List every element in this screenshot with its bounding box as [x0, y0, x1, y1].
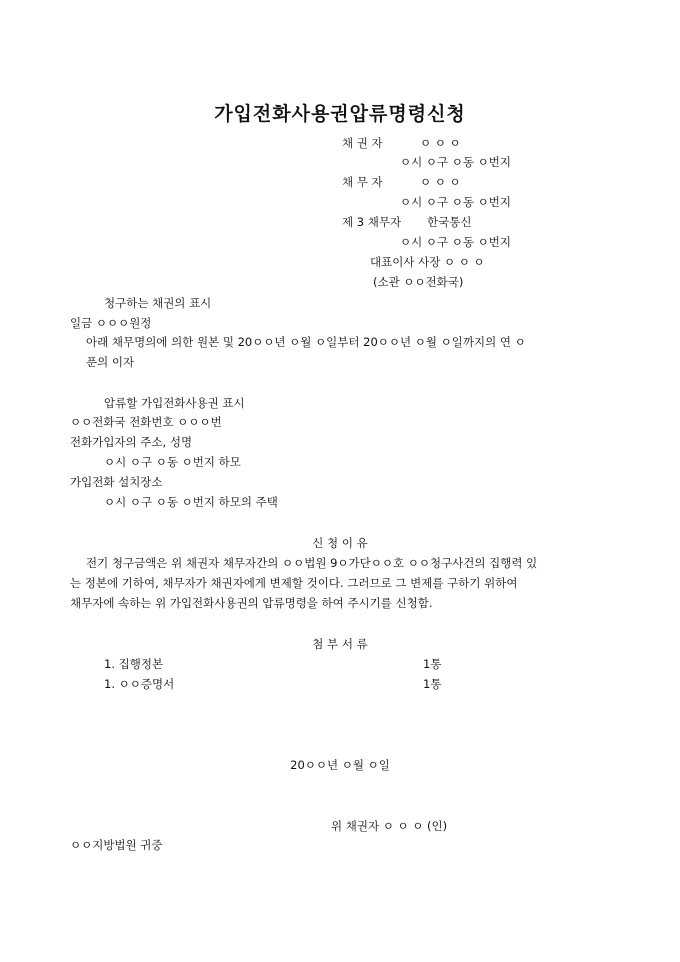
third-debtor-name: 한국통신 — [427, 215, 472, 229]
creditor-name: ㅇ ㅇ ㅇ — [420, 136, 461, 150]
third-debtor-address: ㅇ시 ㅇ구 ㅇ동 ㅇ번지 — [400, 235, 511, 249]
creditor-address: ㅇ시 ㅇ구 ㅇ동 ㅇ번지 — [400, 155, 511, 169]
debtor-address: ㅇ시 ㅇ구 ㅇ동 ㅇ번지 — [400, 195, 511, 209]
debtor-name: ㅇ ㅇ ㅇ — [420, 175, 461, 189]
seizure-line3: ㅇ시 ㅇ구 ㅇ동 ㅇ번지 하모 — [104, 455, 241, 469]
creditor-label: 채 권 자 — [342, 136, 383, 150]
debtor-label: 채 무 자 — [342, 175, 383, 189]
court-addressee: ㅇㅇ지방법원 귀중 — [70, 838, 163, 852]
signature-line: 위 채권자 ㅇ ㅇ ㅇ (인) — [331, 819, 448, 833]
attachment-item-count: 1통 — [423, 657, 442, 671]
document-date: 20ㅇㅇ년 ㅇ월 ㅇ일 — [290, 758, 390, 772]
attachments-heading: 첨 부 서 류 — [312, 637, 368, 651]
attachment-item-name: 1. ㅇㅇ증명서 — [104, 677, 175, 691]
claim-amount: 일금 ㅇㅇㅇ원정 — [70, 316, 152, 330]
claim-heading: 청구하는 채권의 표시 — [104, 296, 212, 310]
third-debtor-jurisdiction: (소관 ㅇㅇ전화국) — [373, 275, 464, 289]
third-debtor-label: 제 3 채무자 — [342, 215, 402, 229]
third-debtor-representative: 대표이사 사장 ㅇ ㅇ ㅇ — [370, 255, 485, 269]
seizure-line5: ㅇ시 ㅇ구 ㅇ동 ㅇ번지 하모의 주택 — [104, 495, 278, 509]
claim-desc-line1: 아래 채무명의에 의한 원본 및 20ㅇㅇ년 ㅇ월 ㅇ일부터 20ㅇㅇ년 ㅇ월 ㅇ일까지의 연 ㅇ — [86, 335, 526, 349]
seizure-line2: 전화가입자의 주소, 성명 — [70, 435, 193, 449]
attachment-item-count: 1통 — [423, 677, 442, 691]
reason-line1: 전기 청구금액은 위 채권자 채무자간의 ㅇㅇ법원 9ㅇ가단ㅇㅇ호 ㅇㅇ청구사건의 집행력 있 — [86, 556, 538, 570]
attachment-item-name: 1. 집행정본 — [104, 657, 164, 671]
reason-heading: 신 청 이 유 — [312, 536, 368, 550]
seizure-heading: 압류할 가입전화사용권 표시 — [104, 396, 245, 410]
seizure-line1: ㅇㅇ전화국 전화번호 ㅇㅇㅇ번 — [70, 415, 222, 429]
document-title: 가입전화사용권압류명령신청 — [214, 103, 466, 125]
reason-line3: 채무자에 속하는 위 가입전화사용권의 압류명령을 하여 주시기를 신청함. — [70, 596, 433, 610]
reason-line2: 는 정본에 기하여, 채무자가 채권자에게 변제할 것이다. 그러므로 그 변제를 구하기 위하여 — [70, 576, 518, 590]
claim-desc-line2: 푼의 이자 — [86, 355, 135, 369]
seizure-line4: 가입전화 설치장소 — [70, 475, 163, 489]
